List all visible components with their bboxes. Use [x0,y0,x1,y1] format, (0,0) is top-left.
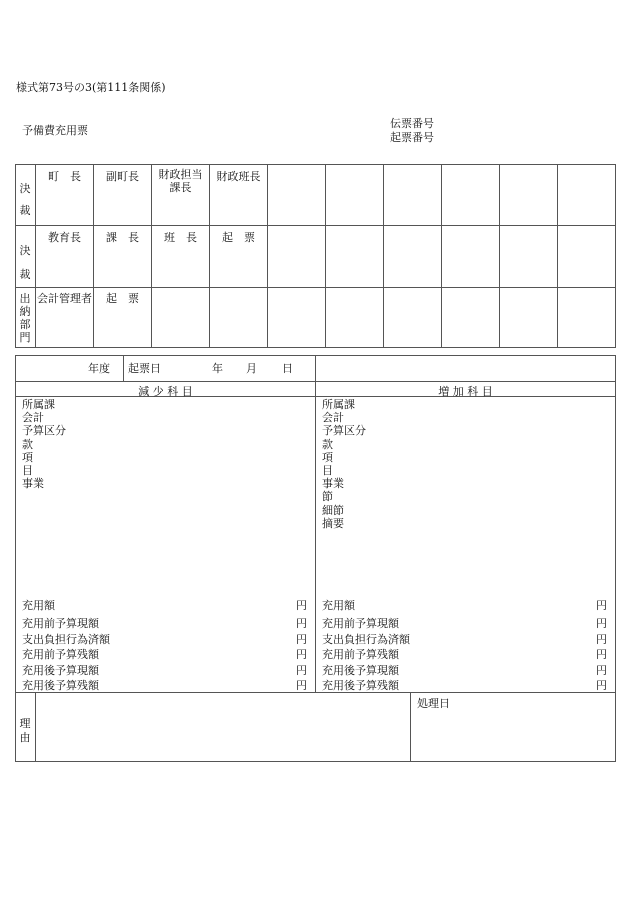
list-item: 細節 [322,503,344,517]
approval-cell-section-chief: 課 長 [106,231,139,244]
increase-item-list [322,398,366,530]
list-item: 摘要 [322,516,344,530]
month-label: 月 [246,362,257,375]
list-item: 所属課 [22,398,55,411]
list-item: 予算区分 [322,424,366,438]
amount-row: 充用前予算残額 円 [22,648,307,661]
list-item: 事業 [22,477,44,491]
decrease-item-list [22,398,66,490]
yen-unit: 円 [596,599,607,612]
list-item: 予算区分 [22,424,66,438]
amount-row: 支出負担行為済額 円 [22,632,307,646]
decrease-header: 減 少 科 目 [138,385,193,398]
approval-cell-group-chief: 班 長 [164,231,197,244]
increase-header: 増 加 科 目 [438,385,493,398]
list-item: 款 [22,437,33,451]
list-item: 所属課 [322,398,355,411]
decrease-allocation-row [22,598,307,614]
process-date-label: 処理日 [417,697,450,710]
list-item: 会計 [322,411,344,425]
amount-row: 支出負担行為済額 円 [322,632,607,646]
draft-date-label: 起票日 [128,362,161,375]
increase-allocation-row [322,598,607,614]
form-number: 様式第73号の3(第111条関係) [16,81,166,94]
approval-cell-treasury-drafter: 起 票 [106,292,139,305]
year-label: 年 [212,362,223,375]
list-item: 会計 [22,411,44,425]
approval-row2-label: 決 裁 [19,244,31,281]
approval-cell-drafter: 起 票 [222,231,255,244]
amount-row: 充用前予算現額 円 [322,617,607,630]
approval-cell-accounting-manager: 会計管理者 [37,292,92,305]
yen-unit: 円 [296,599,307,612]
amount-row: 充用前予算残額 円 [322,648,607,661]
list-item: 項 [322,450,333,464]
approval-cell-mayor: 町 長 [48,170,81,183]
list-item: 目 [22,464,33,478]
list-item: 項 [22,450,33,464]
list-item: 節 [322,490,333,504]
list-item: 事業 [322,477,344,491]
allocation-label: 充用額 [22,599,55,612]
approval-cell-finance-manager: 財政担当 課長 [158,168,203,194]
approval-cell-superintendent: 教育長 [48,231,81,244]
decrease-amount-list [22,616,307,694]
approval-row1-label: 決 裁 [19,182,31,217]
increase-amount-list [322,616,607,694]
amount-row: 充用後予算現額 円 [22,663,307,677]
approval-cell-finance-chief: 財政班長 [216,170,261,183]
allocation-label: 充用額 [322,599,355,612]
amount-row: 充用前予算現額 円 [22,617,307,630]
fiscal-year-label: 年度 [88,362,110,375]
amount-row: 充用後予算残額 円 [322,679,607,692]
form-title: 予備費充用票 [22,124,88,137]
draft-number-label: 起票番号 [390,131,434,144]
reason-label: 理 由 [19,717,31,744]
list-item: 目 [322,464,333,478]
day-label: 日 [282,362,293,375]
approval-row3-label: 出 納 部 門 [19,292,31,344]
list-item: 款 [322,437,333,451]
slip-number-label: 伝票番号 [390,117,434,130]
amount-row: 充用後予算現額 円 [322,663,607,677]
approval-cell-deputy-mayor: 副町長 [106,170,139,183]
amount-row: 充用後予算残額 円 [22,679,307,692]
